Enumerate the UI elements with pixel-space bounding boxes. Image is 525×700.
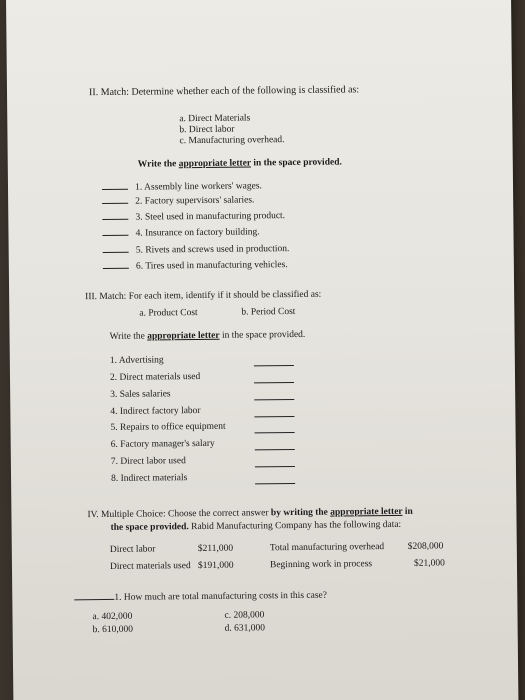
data-value-direct-materials: $191,000 (197, 560, 234, 572)
data-value-total-overhead: $208,000 (407, 541, 444, 552)
section2-instr-appropriate-letter: appropriate letter (178, 158, 252, 170)
answer-blank[interactable] (254, 374, 294, 386)
section2-instruction (138, 157, 342, 169)
section4-line2-bold: the space provided. (110, 522, 189, 533)
section2-heading: II. Match: Determine whether each of the following is classified as: (88, 84, 360, 99)
section2-instr-post: in the space provided. (250, 157, 342, 169)
section3-instr-post: in the space provided. (219, 329, 306, 341)
section4-question-text: 1. How much are total manufacturing costs in this case? (114, 590, 327, 603)
section3-option-a: a. Product Cost (139, 308, 198, 319)
section3-instr-pre: Write the (109, 331, 148, 342)
answer-blank[interactable] (102, 227, 128, 236)
section3-item-text: 2. Direct materials used (109, 371, 201, 383)
answer-blank[interactable] (102, 211, 128, 220)
section4-heading-pre: IV. Multiple Choice: Choose the correct answer (87, 508, 271, 521)
section3-item-text: 3. Sales salaries (110, 389, 171, 400)
section2-item-text: 2. Factory supervisors' salaries. (135, 195, 255, 207)
section2-item (103, 242, 290, 256)
section4-heading (87, 507, 412, 520)
choice-c: c. 208,000 (224, 610, 265, 621)
section3-item-text: 5. Repairs to office equipment (110, 421, 226, 433)
choice-d: d. 631,000 (224, 623, 266, 634)
section4-heading-bold: by writing the (270, 507, 331, 519)
section3-item-text: 4. Indirect factory labor (110, 405, 201, 417)
section4-line2-rest: Rabid Manufacturing Company has the following data: (188, 519, 402, 533)
answer-blank[interactable] (74, 591, 114, 600)
section2-item-text: 3. Steel used in manufacturing product. (135, 211, 286, 223)
section2-item-text: 1. Assembly line workers' wages. (135, 181, 262, 193)
section2-item (102, 225, 259, 239)
answer-blank[interactable] (102, 181, 128, 190)
choice-b: b. 610,000 (92, 624, 134, 636)
answer-blank[interactable] (255, 441, 295, 453)
data-value-direct-labor: $211,000 (197, 543, 234, 555)
section3-heading: III. Match: For each item, identify if it should be classified as: (85, 289, 322, 303)
answer-blank[interactable] (254, 424, 294, 436)
section4-heading-line2 (111, 520, 402, 533)
answer-blank[interactable] (255, 475, 295, 487)
section2-option-c: c. Manufacturing overhead. (179, 135, 285, 147)
section2-item-text: 5. Rivets and screws used in production. (135, 244, 290, 256)
answer-blank[interactable] (255, 458, 295, 470)
section4-question (74, 589, 327, 604)
data-label-total-overhead: Total manufacturing overhead (269, 542, 385, 554)
section3-instruction (110, 330, 306, 342)
section3-instr-appropriate-letter: appropriate letter (147, 330, 220, 342)
section2-option-a: a. Direct Materials (179, 113, 251, 125)
section4-heading-in: in (402, 506, 413, 517)
answer-blank[interactable] (102, 195, 128, 204)
section2-item (102, 179, 262, 193)
data-label-direct-materials: Direct materials used (109, 561, 191, 572)
section2-item (102, 209, 285, 223)
section2-item-text: 4. Insurance on factory building. (135, 227, 260, 239)
worksheet-page (6, 0, 519, 700)
data-label-direct-labor: Direct labor (109, 544, 156, 555)
answer-blank[interactable] (254, 357, 294, 369)
section2-option-b: b. Direct labor (179, 124, 235, 136)
section3-option-b: b. Period Cost (241, 306, 296, 318)
section2-item-text: 6. Tires used in manufacturing vehicles. (135, 260, 288, 272)
section3-item-text: 1. Advertising (109, 355, 164, 366)
answer-blank[interactable] (254, 391, 294, 403)
section3-item-text: 6. Factory manager's salary (110, 438, 215, 450)
answer-blank[interactable] (103, 244, 129, 253)
data-label-beginning-wip: Beginning work in process (269, 559, 373, 571)
section3-item-text: 7. Direct labor used (110, 456, 186, 467)
section2-item (102, 193, 254, 207)
section4-heading-appropriate-letter: appropriate letter (330, 506, 403, 518)
section3-item-text: 8. Indirect materials (111, 473, 188, 484)
section2-item (103, 258, 288, 272)
data-value-beginning-wip: $21,000 (413, 558, 445, 569)
answer-blank[interactable] (254, 408, 294, 420)
answer-blank[interactable] (103, 260, 129, 269)
section2-instr-pre: Write the (137, 159, 179, 170)
choice-a: a. 402,000 (92, 611, 133, 623)
